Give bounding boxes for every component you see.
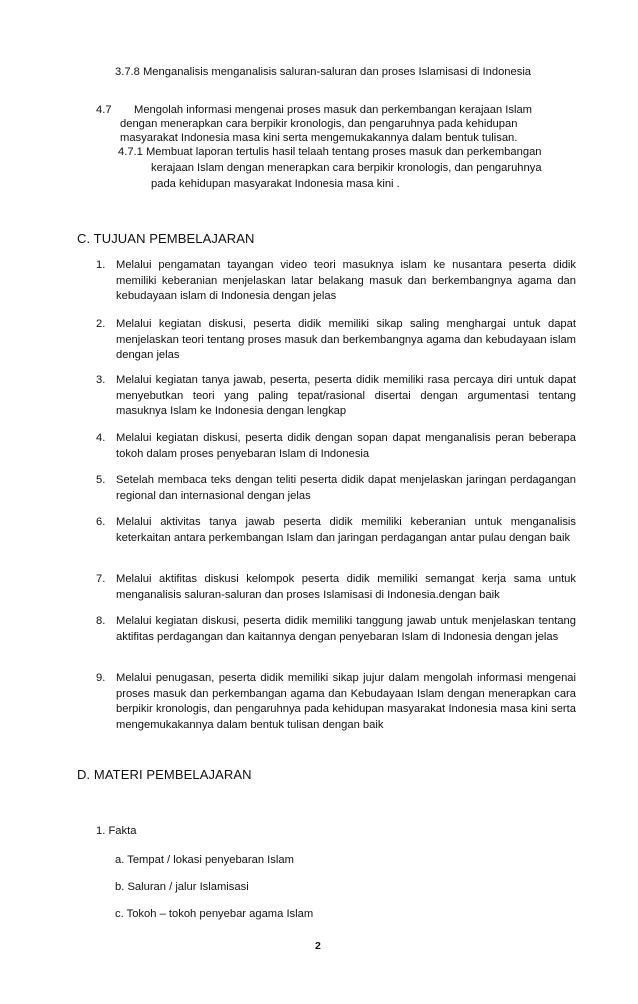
list-item-number: 9. xyxy=(96,672,106,684)
list-item xyxy=(96,671,576,733)
kd-4-7-number: 4.7 xyxy=(96,104,112,116)
list-item xyxy=(96,515,576,546)
indicator-4-7-1-line-2: kerajaan Islam dengan menerapkan cara berpikir kronologis, dan pengaruhnya xyxy=(151,162,542,174)
list-item-text: Melalui kegiatan tanya jawab, peserta, peserta didik memiliki rasa percaya diri untuk dapat menyebutkan teori yang paling tepat/rasional disertai dengan argumentasi tentang masuknya Islam ke Indonesia dengan lengkap xyxy=(116,374,576,417)
kd-4-7-line-3: masyarakat Indonesia masa kini serta mengemukakannya dalam bentuk tulisan. xyxy=(120,132,518,144)
list-item xyxy=(96,431,576,462)
fakta-item: a. Tempat / lokasi penyebaran Islam xyxy=(115,854,294,866)
fakta-label: 1. Fakta xyxy=(96,825,137,837)
indicator-4-7-1-line-3: pada kehidupan masyarakat Indonesia masa kini . xyxy=(151,178,400,190)
kd-4-7-line-1: Mengolah informasi mengenai proses masuk dan perkembangan kerajaan Islam xyxy=(134,104,532,116)
list-item-text: Melalui pengamatan tayangan video teori masuknya islam ke nusantara peserta didik memiliki keberanian menjelaskan latar belakang masuk dan berkembangnya agama dan kebudayaan islam di Indonesia dengan jelas xyxy=(116,259,576,302)
list-item-number: 5. xyxy=(96,474,106,486)
list-item xyxy=(96,614,576,645)
indicator-3-7-8: 3.7.8 Menganalisis menganalisis saluran-saluran dan proses Islamisasi di Indonesia xyxy=(115,66,532,78)
list-item xyxy=(96,473,576,504)
section-c-heading: C. TUJUAN PEMBELAJARAN xyxy=(77,231,255,246)
list-item-text: Setelah membaca teks dengan teliti peserta didik dapat menjelaskan jaringan perdagangan regional dan internasional dengan jelas xyxy=(116,474,576,502)
list-item xyxy=(96,317,576,364)
list-item-text: Melalui aktifitas diskusi kelompok peserta didik memiliki semangat kerja sama untuk menganalisis saluran-saluran dan proses Islamisasi di Indonesia.dengan baik xyxy=(116,573,576,601)
list-item-number: 3. xyxy=(96,374,106,386)
list-item-number: 2. xyxy=(96,318,106,330)
list-item-text: Melalui kegiatan diskusi, peserta didik dengan sopan dapat menganalisis peran beberapa tokoh dalam proses penyebaran Islam di Indonesia xyxy=(116,432,576,460)
list-item-number: 4. xyxy=(96,432,106,444)
list-item-text: Melalui penugasan, peserta didik memiliki sikap jujur dalam mengolah informasi mengenai proses masuk dan perkembangan agama dan Kebudayaan Islam dengan menerapkan cara berpikir kronologis, dan pengaruhnya pada kehidupan masyarakat Indonesia masa kini serta mengemukakannya dalam bentuk tulisan dengan baik xyxy=(116,672,576,731)
fakta-item: b. Saluran / jalur Islamisasi xyxy=(115,881,249,893)
list-item-number: 1. xyxy=(96,259,106,271)
list-item xyxy=(96,572,576,603)
fakta-item: c. Tokoh – tokoh penyebar agama Islam xyxy=(115,908,314,920)
list-item-text: Melalui aktivitas tanya jawab peserta didik memiliki keberanian untuk menganalisis keterkaitan antara perkembangan Islam dan jaringan perdagangan antar pulau dengan baik xyxy=(116,516,576,544)
list-item-number: 6. xyxy=(96,516,106,528)
list-item-text: Melalui kegiatan diskusi, peserta didik memiliki sikap saling menghargai untuk dapat menjelaskan teori tentang proses masuk dan berkembangnya agama dan kebudayaan islam dengan jelas xyxy=(116,318,576,361)
section-d-heading: D. MATERI PEMBELAJARAN xyxy=(77,767,252,782)
list-item xyxy=(96,258,576,305)
indicator-4-7-1-line-1: 4.7.1 Membuat laporan tertulis hasil telaah tentang proses masuk dan perkembangan xyxy=(118,146,542,158)
page-number: 2 xyxy=(315,940,321,952)
list-item-number: 8. xyxy=(96,615,106,627)
list-item xyxy=(96,373,576,420)
list-item-number: 7. xyxy=(96,573,106,585)
kd-4-7-line-2: dengan menerapkan cara berpikir kronologis, dan pengaruhnya pada kehidupan xyxy=(120,118,518,130)
list-item-text: Melalui kegiatan diskusi, peserta didik memiliki tanggung jawab untuk menjelaskan tentang aktifitas perdagangan dan kaitannya dengan penyebaran Islam di Indonesia dengan jelas xyxy=(116,615,576,643)
